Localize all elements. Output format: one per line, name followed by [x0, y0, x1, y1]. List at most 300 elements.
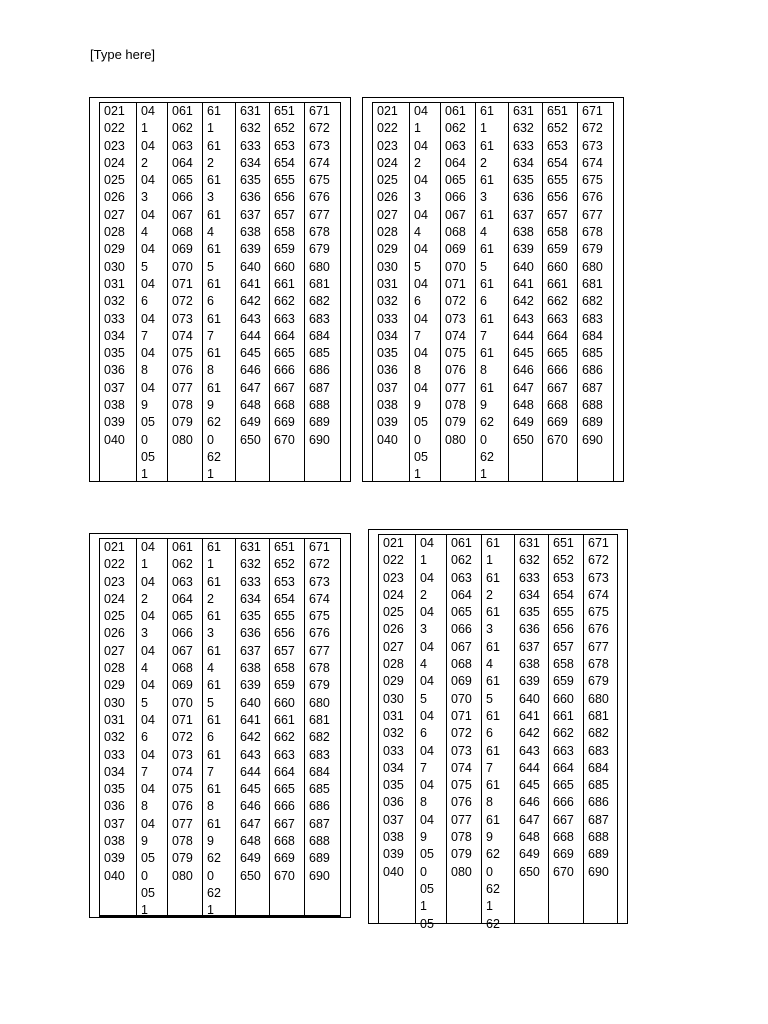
- table-cell: 679: [309, 678, 330, 693]
- number-table-bottom-right: [368, 529, 628, 931]
- table-cell: 673: [309, 574, 330, 589]
- table-cell: 035: [383, 778, 404, 793]
- table-cell: 062: [451, 553, 472, 568]
- table-cell: 690: [309, 868, 330, 883]
- table-cell: 04: [141, 173, 155, 188]
- table-cell: 667: [553, 812, 574, 827]
- table-cell: 3: [207, 626, 214, 641]
- table-cell: 077: [451, 812, 472, 827]
- table-cell: 644: [513, 328, 534, 343]
- column-611-621: [475, 103, 508, 482]
- table-cell: 649: [240, 851, 261, 866]
- table-cell: 079: [451, 847, 472, 862]
- table-cell: 064: [445, 155, 466, 170]
- table-cell: 4: [141, 661, 148, 676]
- table-cell: 5: [207, 695, 214, 710]
- table-cell: 067: [445, 207, 466, 222]
- table-cell: 674: [309, 591, 330, 606]
- table-cell: 9: [141, 398, 148, 413]
- table-cell: 665: [547, 346, 568, 361]
- table-cell: 637: [240, 207, 261, 222]
- table-cell: 674: [588, 587, 609, 602]
- table-cell: 660: [274, 695, 295, 710]
- table-cell: 646: [513, 363, 534, 378]
- table-cell: 2: [414, 155, 421, 170]
- table-cell: 062: [445, 121, 466, 136]
- table-cell: 080: [451, 864, 472, 879]
- table-cell: 684: [582, 328, 603, 343]
- table-cell: 667: [274, 816, 295, 831]
- table-cell: 074: [172, 328, 193, 343]
- table-cell: 033: [104, 311, 125, 326]
- column-631-650: [508, 103, 542, 482]
- table-cell: 036: [377, 363, 398, 378]
- table-cell: 022: [383, 553, 404, 568]
- table-cell: 1: [207, 557, 214, 572]
- table-cell: 655: [547, 173, 568, 188]
- table-cell: 5: [141, 695, 148, 710]
- table-cell: 04: [420, 674, 434, 689]
- table-cell: 61: [207, 346, 221, 361]
- table-cell: 068: [172, 661, 193, 676]
- table-cell: 064: [172, 591, 193, 606]
- table-cell: 5: [486, 691, 493, 706]
- table-cell: 683: [309, 747, 330, 762]
- table-cell: 647: [519, 812, 540, 827]
- table-cell: 062: [172, 557, 193, 572]
- table-cell: 648: [513, 398, 534, 413]
- table-cell: 638: [240, 225, 261, 240]
- table-cell: 022: [104, 557, 125, 572]
- table-cell: 023: [104, 574, 125, 589]
- table-cell: 9: [207, 834, 214, 849]
- table-cell: 61: [486, 743, 500, 758]
- column-631-650: [235, 539, 269, 915]
- table-cell: 659: [553, 674, 574, 689]
- table-cell: 021: [104, 104, 125, 118]
- table-cell: 653: [274, 574, 295, 589]
- column-021-040: [379, 535, 415, 923]
- table-cell: 61: [486, 570, 500, 585]
- table-cell: 664: [547, 328, 568, 343]
- table-cell: 659: [274, 242, 295, 257]
- table-cell: 027: [104, 207, 125, 222]
- table-cell: 05: [414, 415, 428, 430]
- table-cell: 685: [309, 782, 330, 797]
- table-cell: 028: [104, 225, 125, 240]
- table-cell: 079: [172, 415, 193, 430]
- table-cell: 8: [486, 795, 493, 810]
- table-cell: 04: [141, 678, 155, 693]
- table-cell: 9: [420, 830, 427, 845]
- column-041-051: [136, 103, 167, 482]
- table-cell: 026: [104, 190, 125, 205]
- table-cell: 634: [519, 587, 540, 602]
- table-cell: 656: [553, 622, 574, 637]
- table-cell: 078: [172, 398, 193, 413]
- table-cell: 676: [309, 626, 330, 641]
- table-cell: 687: [309, 380, 330, 395]
- table-cell: 661: [553, 708, 574, 723]
- table-cell: 651: [274, 540, 295, 554]
- table-cell: 650: [519, 864, 540, 879]
- table-cell: 684: [309, 328, 330, 343]
- table-cell: 655: [274, 173, 295, 188]
- table-cell: 642: [240, 730, 261, 745]
- table-cell: 033: [383, 743, 404, 758]
- column-041-051: [409, 103, 440, 482]
- table-cell: 6: [486, 726, 493, 741]
- table-cell: 031: [383, 708, 404, 723]
- table-cell: 027: [383, 639, 404, 654]
- table-cell: 633: [519, 570, 540, 585]
- table-cell: 0: [141, 432, 148, 447]
- table-cell: 643: [240, 311, 261, 326]
- table-cell: 661: [274, 712, 295, 727]
- table-cell: 04: [141, 782, 155, 797]
- table-cell: 029: [377, 242, 398, 257]
- column-061-080: [440, 103, 475, 482]
- table-cell: 063: [172, 574, 193, 589]
- table-cell: 1: [207, 903, 214, 918]
- table-cell: 9: [207, 398, 214, 413]
- table-cell: 660: [547, 259, 568, 274]
- table-cell: 04: [420, 639, 434, 654]
- table-cell: 651: [553, 536, 574, 550]
- table-cell: 631: [240, 540, 261, 554]
- table-cell: 675: [582, 173, 603, 188]
- table-cell: 666: [274, 799, 295, 814]
- table-cell: 642: [519, 726, 540, 741]
- table-cell: 034: [383, 760, 404, 775]
- table-cell: 027: [104, 643, 125, 658]
- table-cell: 036: [104, 363, 125, 378]
- table-cell: 068: [451, 657, 472, 672]
- table-cell: 663: [274, 311, 295, 326]
- table-cell: 6: [420, 726, 427, 741]
- table-cell: 665: [553, 778, 574, 793]
- table-cell: 61: [207, 574, 221, 589]
- table-cell: 647: [513, 380, 534, 395]
- table-cell: 067: [172, 207, 193, 222]
- table-cell: 04: [414, 207, 428, 222]
- table-cell: 675: [309, 609, 330, 624]
- table-cell: 080: [172, 868, 193, 883]
- table-cell: 655: [274, 609, 295, 624]
- table-cell: 2: [480, 155, 487, 170]
- table-cell: 662: [547, 294, 568, 309]
- table-cell-overflow: 05: [420, 916, 434, 931]
- table-cell: 075: [172, 782, 193, 797]
- table-cell: 674: [582, 155, 603, 170]
- table-cell: 651: [274, 104, 295, 118]
- table-cell: 61: [207, 540, 221, 554]
- table-cell: 1: [141, 121, 148, 136]
- column-061-080: [167, 103, 202, 482]
- table-cell: 61: [207, 782, 221, 797]
- table-cell: 670: [553, 864, 574, 879]
- table-cell: 661: [547, 276, 568, 291]
- table-cell: 04: [141, 242, 155, 257]
- table-cell: 039: [104, 851, 125, 866]
- table-cell: 684: [309, 764, 330, 779]
- table-cell: 669: [553, 847, 574, 862]
- table-cell: 065: [172, 173, 193, 188]
- table-cell: 071: [445, 276, 466, 291]
- table-cell: 3: [414, 190, 421, 205]
- table-cell: 643: [519, 743, 540, 758]
- table-cell: 031: [104, 712, 125, 727]
- table-cell: 04: [141, 747, 155, 762]
- table-cell: 61: [207, 609, 221, 624]
- table-cell: 679: [588, 674, 609, 689]
- table-cell: 633: [240, 138, 261, 153]
- table-cell: 61: [207, 138, 221, 153]
- table-cell: 658: [547, 225, 568, 240]
- table-cell: 676: [588, 622, 609, 637]
- table-cell: 05: [141, 449, 155, 464]
- table-cell: 024: [104, 591, 125, 606]
- table-cell: 037: [104, 816, 125, 831]
- table-cell: 688: [582, 398, 603, 413]
- table-cell: 1: [486, 899, 493, 914]
- table-cell: 6: [207, 730, 214, 745]
- table-cell: 664: [274, 764, 295, 779]
- table-cell: 680: [588, 691, 609, 706]
- table-cell: 04: [420, 812, 434, 827]
- table-cell: 8: [141, 799, 148, 814]
- table-cell: 039: [377, 415, 398, 430]
- table-cell: 645: [240, 346, 261, 361]
- column-061-080: [446, 535, 481, 923]
- table-cell: 61: [207, 816, 221, 831]
- table-cell: 646: [519, 795, 540, 810]
- table-cell: 672: [309, 121, 330, 136]
- table-cell: 659: [547, 242, 568, 257]
- table-cell: 065: [172, 609, 193, 624]
- table-cell: 677: [309, 643, 330, 658]
- table-cell: 661: [274, 276, 295, 291]
- table-cell: 7: [207, 764, 214, 779]
- table-cell: 071: [172, 276, 193, 291]
- table-cell: 064: [172, 155, 193, 170]
- table-cell: 686: [588, 795, 609, 810]
- table-cell: 61: [207, 643, 221, 658]
- table-cell: 040: [104, 432, 125, 447]
- table-cell: 675: [309, 173, 330, 188]
- table-cell: 074: [451, 760, 472, 775]
- table-cell: 4: [486, 657, 493, 672]
- table-cell: 079: [172, 851, 193, 866]
- table-cell: 675: [588, 605, 609, 620]
- table-cell: 04: [414, 242, 428, 257]
- table-cell: 6: [207, 294, 214, 309]
- page-header-placeholder[interactable]: [Type here]: [90, 47, 156, 62]
- table-cell: 04: [420, 778, 434, 793]
- table-cell: 9: [414, 398, 421, 413]
- table-cell: 034: [104, 764, 125, 779]
- table-cell: 069: [172, 242, 193, 257]
- table-cell: 021: [383, 536, 404, 550]
- table-cell: 61: [207, 678, 221, 693]
- table-cell: 689: [588, 847, 609, 862]
- table-cell: 689: [309, 851, 330, 866]
- table-cell: 069: [445, 242, 466, 257]
- table-cell: 62: [207, 885, 221, 900]
- table-cell: 641: [513, 276, 534, 291]
- table-cell: 063: [172, 138, 193, 153]
- table-cell: 640: [240, 259, 261, 274]
- table-cell: 639: [240, 678, 261, 693]
- table-cell: 030: [377, 259, 398, 274]
- table-cell: 071: [172, 712, 193, 727]
- table-cell: 025: [377, 173, 398, 188]
- table-cell: 689: [309, 415, 330, 430]
- table-cell: 027: [377, 207, 398, 222]
- table-cell: 031: [377, 276, 398, 291]
- table-cell: 0: [420, 864, 427, 879]
- table-cell: 660: [274, 259, 295, 274]
- table-cell: 690: [582, 432, 603, 447]
- table-cell: 05: [141, 415, 155, 430]
- table-cell: 3: [207, 190, 214, 205]
- table-cell: 688: [588, 830, 609, 845]
- column-631-650: [514, 535, 548, 923]
- table-cell: 030: [104, 695, 125, 710]
- table-cell: 680: [582, 259, 603, 274]
- table-cell: 689: [582, 415, 603, 430]
- table-cell: 634: [240, 155, 261, 170]
- table-cell: 61: [207, 173, 221, 188]
- table-cell: 678: [309, 661, 330, 676]
- table-cell: 0: [141, 868, 148, 883]
- table-cell: 028: [104, 661, 125, 676]
- table-cell: 036: [383, 795, 404, 810]
- table-cell: 05: [141, 851, 155, 866]
- table-cell: 61: [486, 605, 500, 620]
- table-cell: 039: [104, 415, 125, 430]
- table-cell: 1: [480, 467, 487, 482]
- table-cell: 040: [104, 868, 125, 883]
- table-cell: 61: [480, 346, 494, 361]
- table-cell: 678: [588, 657, 609, 672]
- column-651-670: [548, 535, 583, 923]
- table-cell: 070: [451, 691, 472, 706]
- table-cell: 070: [172, 259, 193, 274]
- table-cell: 61: [486, 812, 500, 827]
- table-cell: 665: [274, 782, 295, 797]
- table-cell: 074: [445, 328, 466, 343]
- table-cell: 073: [172, 311, 193, 326]
- table-cell: 022: [377, 121, 398, 136]
- table-cell: 9: [486, 830, 493, 845]
- table-cell: 665: [274, 346, 295, 361]
- table-cell: 6: [141, 730, 148, 745]
- table-cell: 685: [588, 778, 609, 793]
- table-cell: 2: [207, 591, 214, 606]
- table-cell: 2: [420, 587, 427, 602]
- table-cell: 649: [519, 847, 540, 862]
- table-cell: 670: [547, 432, 568, 447]
- table-cell: 8: [207, 363, 214, 378]
- column-671-690: [304, 103, 340, 482]
- table-cell: 080: [172, 432, 193, 447]
- table-cell: 660: [553, 691, 574, 706]
- table-cell: 030: [383, 691, 404, 706]
- table-cell: 644: [240, 328, 261, 343]
- table-cell: 5: [420, 691, 427, 706]
- table-cell: 637: [240, 643, 261, 658]
- table-cell: 673: [588, 570, 609, 585]
- table-cell: 05: [420, 881, 434, 896]
- table-cell: 680: [309, 695, 330, 710]
- table-cell: 023: [383, 570, 404, 585]
- table-cell: 04: [141, 609, 155, 624]
- table-cell: 648: [240, 398, 261, 413]
- table-cell: 681: [309, 712, 330, 727]
- table-cell: 021: [377, 104, 398, 118]
- table-cell: 1: [141, 467, 148, 482]
- table-cell: 61: [480, 173, 494, 188]
- table-cell: 072: [451, 726, 472, 741]
- table-cell: 070: [172, 695, 193, 710]
- table-cell: 640: [519, 691, 540, 706]
- table-cell: 4: [141, 225, 148, 240]
- table-cell: 070: [445, 259, 466, 274]
- table-cell: 04: [414, 173, 428, 188]
- table-cell: 666: [553, 795, 574, 810]
- table-cell: 076: [172, 799, 193, 814]
- table-cell: 658: [553, 657, 574, 672]
- table-cell: 078: [451, 830, 472, 845]
- table-cell: 672: [582, 121, 603, 136]
- table-cell: 4: [207, 225, 214, 240]
- table-cell: 066: [445, 190, 466, 205]
- column-651-670: [269, 539, 304, 915]
- table-cell: 666: [274, 363, 295, 378]
- table-cell: 657: [547, 207, 568, 222]
- table-cell: 5: [207, 259, 214, 274]
- table-cell: 641: [240, 712, 261, 727]
- table-cell: 652: [274, 557, 295, 572]
- table-cell: 672: [309, 557, 330, 572]
- table-cell: 642: [513, 294, 534, 309]
- table-cell: 634: [513, 155, 534, 170]
- table-cell: 029: [383, 674, 404, 689]
- table-cell: 677: [588, 639, 609, 654]
- table-cell: 04: [141, 138, 155, 153]
- table-cell: 61: [480, 380, 494, 395]
- table-cell: 664: [553, 760, 574, 775]
- table-cell: 040: [377, 432, 398, 447]
- table-cell: 655: [553, 605, 574, 620]
- table-cell: 641: [519, 708, 540, 723]
- table-cell: 687: [309, 816, 330, 831]
- table-cell: 6: [480, 294, 487, 309]
- table-cell: 04: [141, 207, 155, 222]
- table-cell: 683: [588, 743, 609, 758]
- table-cell: 025: [383, 605, 404, 620]
- table-cell: 644: [240, 764, 261, 779]
- table-cell: 023: [377, 138, 398, 153]
- table-cell: 673: [309, 138, 330, 153]
- table-cell: 04: [141, 712, 155, 727]
- table-cell: 038: [104, 398, 125, 413]
- table-cell: 683: [582, 311, 603, 326]
- table-cell: 686: [582, 363, 603, 378]
- table-cell: 04: [420, 743, 434, 758]
- table-cell: 62: [480, 449, 494, 464]
